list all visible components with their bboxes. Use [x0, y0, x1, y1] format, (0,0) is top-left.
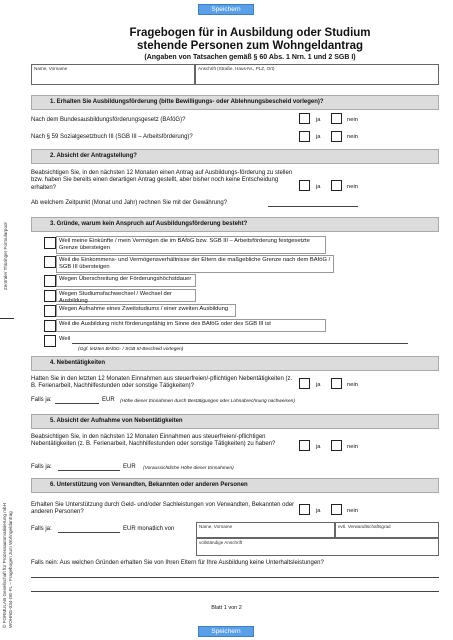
yes-label: ja [316, 117, 321, 123]
form-subtitle: (Angaben von Tatsachen gemäß § 60 Abs. 1 Nrn. 1 und 2 SGB I) [144, 54, 356, 61]
section-1-header: 1. Erhalten Sie Ausbildungsförderung (bitte Bewilligungs- oder Ablehnungsbescheid vorlegen)? [31, 95, 439, 110]
s6-falls-label: Falls ja: [31, 526, 52, 532]
no-label: nein [347, 134, 358, 140]
section-2-header: 2. Absicht der Antragstellung? [31, 149, 439, 164]
parents-question: Falls nein: Aus welchen Gründen erhalten Sie von Ihren Eltern für Ihre Ausbildung keine Unterhaltsleistungen? [31, 560, 324, 566]
s6-address-field[interactable]: vollständige Anschrift [196, 538, 439, 556]
parents-answer-line-1[interactable] [31, 577, 439, 578]
s3-option-3: Wegen Überschreitung der Förderungshöchstdauer [56, 274, 196, 287]
s6-relation-field[interactable]: evtl. Verwandtschaftsgrad [335, 522, 439, 538]
s3-opt6-checkbox[interactable] [44, 320, 56, 332]
s4-q1: Hatten Sie in den letzten 12 Monaten Einnahmen aus steuerfreien/-pflichtigen Nebentätigkeiten (z. B. Ferienarbeit, Nachhilfestunden oder sonstige Tätigkeiten)? [31, 376, 293, 390]
sidebar-copyright: © FORMULAB Gesellschaft für Prozessautomatisierung mbH [2, 503, 7, 628]
section-4-header: 4. Nebentätigkeiten [31, 356, 439, 371]
s1-q1: Nach dem Bundesausbildungsförderungsgesetz (BAföG)? [31, 117, 186, 123]
s3-opt1-checkbox[interactable] [44, 237, 56, 249]
s6-q1-no-checkbox[interactable] [331, 504, 342, 515]
save-button-bottom[interactable]: Speichern [198, 626, 254, 637]
sidebar-pool-label: Zentraler Thüringer Formularpool [3, 222, 8, 290]
s3-option-1: Weil meine Einkünfte / mein Vermögen die im BAföG bzw. SGB III – Arbeitsförderung festgesetzte Grenze übersteigen [56, 236, 326, 254]
section-3-header: 3. Gründe, warum kein Anspruch auf Ausbildungsförderung besteht? [31, 217, 439, 232]
s5-amount-field[interactable] [58, 470, 120, 471]
s6-eur-monthly-label: EUR monatlich von [123, 526, 175, 532]
s3-option-6: Weil die Ausbildung nicht förderungsfähig im Sinne des BAföG oder des SGB III ist [56, 319, 326, 332]
s6-q1-yes-checkbox[interactable] [299, 504, 310, 515]
s3-option-4: Wegen Studiumsfachwechsel / Wechsel der Ausbildung [56, 289, 196, 302]
address-field[interactable]: Anschrift (Straße, Haus-Nr., PLZ, Ort) [195, 64, 439, 85]
name-field[interactable]: Name, Vorname [31, 64, 195, 85]
s4-amount-field[interactable] [55, 403, 99, 404]
save-button-top[interactable]: Speichern [198, 4, 254, 15]
s2-q1: Beabsichtigen Sie, in den nächsten 12 Monaten einen Antrag auf Ausbildungs-förderung zu stellen bzw. haben Sie bereits einen derartigen Antrag gestellt, aber bisher noch keine Entscheidung erhalten? [31, 170, 293, 191]
s1-q1-no-checkbox[interactable] [331, 113, 342, 124]
no-label: nein [347, 117, 358, 123]
s1-q2: Nach § 59 Sozialgesetzbuch III (SGB III – Arbeitsförderung)? [31, 134, 193, 140]
s5-eur-label: EUR [123, 464, 136, 470]
yes-label: ja [316, 508, 321, 514]
s5-q1-yes-checkbox[interactable] [299, 440, 310, 451]
fold-mark [0, 318, 14, 319]
s1-q2-no-checkbox[interactable] [331, 131, 342, 142]
page-number: Blatt 1 von 2 [211, 605, 242, 611]
s3-opt3-checkbox[interactable] [44, 275, 56, 287]
s4-falls-label: Falls ja: [31, 397, 52, 403]
s5-q1: Beabsichtigen Sie, in den nächsten 12 Monaten Einnahmen aus steuerfreien/-pflichtigen Nebentätigkeiten (z. B. Ferienarbeit, Nachhilfestunden oder sonstige Tätigkeiten) zu haben? [31, 434, 276, 448]
s5-q1-no-checkbox[interactable] [331, 440, 342, 451]
no-label: nein [347, 444, 358, 450]
no-label: nein [347, 184, 358, 190]
sidebar-form-id: WOHNG-034-DE-FL – Fragebogen zum Wohngeldantrag [8, 511, 13, 628]
s3-opt4-checkbox[interactable] [44, 290, 56, 302]
s3-opt2-checkbox[interactable] [44, 256, 56, 268]
s3-note: (Ggf. letzten BAföG- / SGB III-Bescheid vorlegen) [78, 347, 184, 352]
section-6-header: 6. Unterstützung von Verwandten, Bekannten oder anderen Personen [31, 478, 439, 493]
s3-opt7-checkbox[interactable] [44, 335, 56, 347]
s3-option-5: Wegen Aufnahme eines Zweitstudiums / einer zweiten Ausbildung [56, 304, 236, 317]
parents-answer-line-2[interactable] [31, 591, 439, 592]
s3-option-7: Weil [56, 334, 74, 347]
s4-q1-no-checkbox[interactable] [331, 378, 342, 389]
yes-label: ja [316, 444, 321, 450]
s3-option-2: Weil die Einkommens- und Vermögensverhältnisse der Eltern die maßgebliche Grenze nach dem BAföG / SGB III übersteigen [56, 255, 334, 273]
s5-note: (Voraussichtliche Höhe dieser Einnahmen) [143, 466, 234, 471]
s1-q1-yes-checkbox[interactable] [299, 113, 310, 124]
section-5-header: 5. Absicht der Aufnahme von Nebentätigkeiten [31, 414, 439, 429]
no-label: nein [347, 508, 358, 514]
yes-label: ja [316, 134, 321, 140]
s1-q2-yes-checkbox[interactable] [299, 131, 310, 142]
s4-eur-label: EUR [102, 397, 115, 403]
s6-amount-field[interactable] [58, 532, 120, 533]
s2-q1-yes-checkbox[interactable] [299, 180, 310, 191]
s6-name-field[interactable]: Name, Vorname [196, 522, 335, 538]
s4-q1-yes-checkbox[interactable] [299, 378, 310, 389]
s3-opt5-checkbox[interactable] [44, 305, 56, 317]
s2-date-field[interactable] [268, 206, 358, 207]
s2-q1-no-checkbox[interactable] [331, 180, 342, 191]
s4-note: (Höhe dieser Einnahmen durch Bestätigungen oder Lohnabrechnung nachweisen) [120, 399, 295, 404]
s2-q2: Ab welchem Zeitpunkt (Monat und Jahr) rechnen Sie mit der Gewährung? [31, 200, 228, 206]
yes-label: ja [316, 382, 321, 388]
s6-q1: Erhalten Sie Unterstützung durch Geld- und/oder Sachleistungen von Verwandten, Bekannten oder anderen Personen? [31, 502, 295, 516]
yes-label: ja [316, 184, 321, 190]
s5-falls-label: Falls ja: [31, 464, 52, 470]
s3-other-reason-field[interactable] [72, 343, 408, 344]
form-title: Fragebogen für in Ausbildung oder Studium stehende Personen zum Wohngeldantrag [129, 27, 371, 52]
no-label: nein [347, 382, 358, 388]
